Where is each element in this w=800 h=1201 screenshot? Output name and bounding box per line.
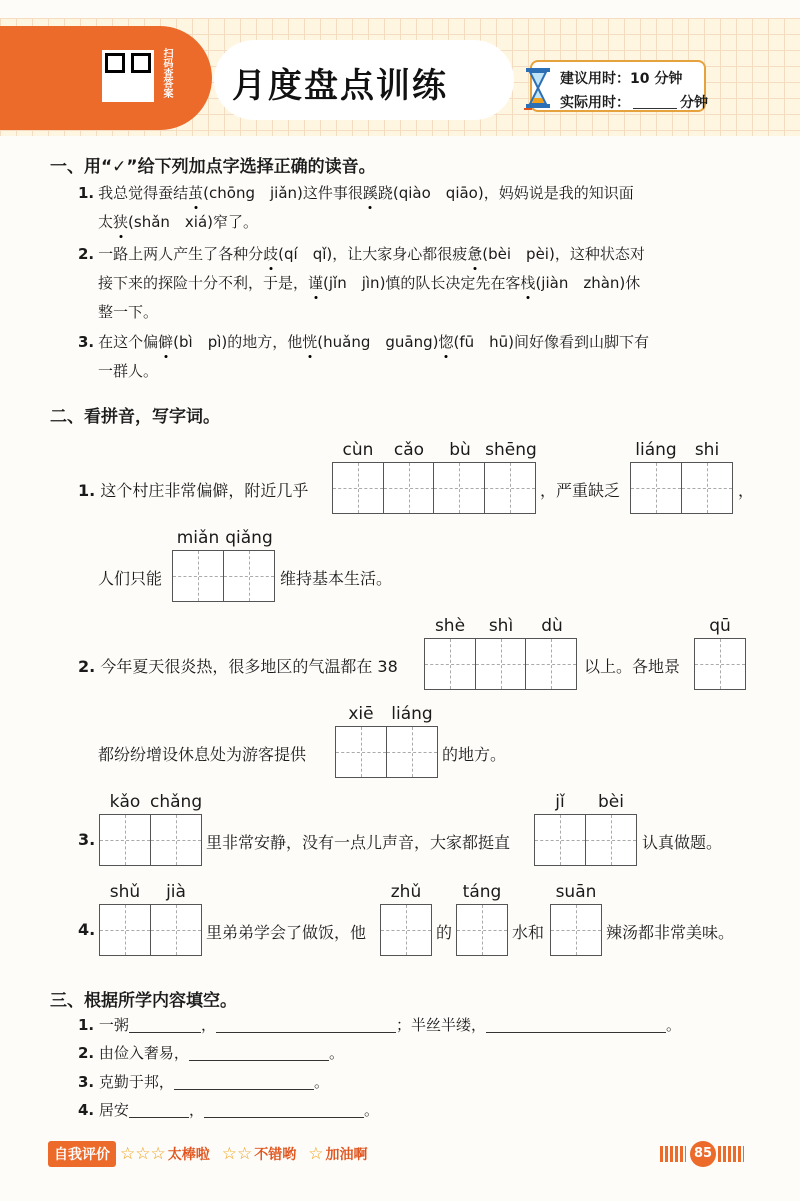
s3-item2: 2. 由俭入奢易， 。 <box>78 1044 344 1062</box>
self-eval-label: 自我评价 <box>48 1141 116 1167</box>
pinyin: shì <box>488 616 514 636</box>
writing-cell[interactable] <box>99 904 151 956</box>
star-icon[interactable]: ☆☆☆ <box>120 1144 166 1164</box>
q2-line3: 整一下。 <box>98 303 159 321</box>
writing-cell[interactable] <box>550 904 602 956</box>
answer-grid <box>99 814 202 866</box>
writing-cell[interactable] <box>380 904 432 956</box>
s2q4-de: 的 <box>436 923 453 942</box>
fill-blank[interactable] <box>174 1074 314 1090</box>
q3-line2: 一群人。 <box>98 362 159 380</box>
writing-cell[interactable] <box>456 904 508 956</box>
pinyin: jià <box>166 882 186 902</box>
praise-1: 太棒啦 <box>167 1147 210 1163</box>
s3-item1: 1. 一粥 ， ；半丝半缕， 。 <box>78 1016 681 1034</box>
pinyin: qū <box>709 616 731 636</box>
star-icon[interactable]: ☆☆ <box>221 1144 253 1164</box>
section3-title: 三、根据所学内容填空。 <box>50 991 237 1011</box>
s2q1-text: 1. 这个村庄非常偏僻，附近几乎 <box>78 481 309 500</box>
s2q2-line2: 都纷纷增设休息处为游客提供 <box>98 745 307 764</box>
s2q3-end: 认真做题。 <box>642 833 723 852</box>
pinyin: miǎn <box>176 528 220 548</box>
section2-title: 二、看拼音，写字词。 <box>50 407 220 427</box>
writing-cell[interactable] <box>150 904 202 956</box>
pinyin: shēng <box>485 440 537 460</box>
answer-grid <box>694 638 746 690</box>
fill-blank[interactable] <box>129 1017 201 1033</box>
writing-cell[interactable] <box>172 550 224 602</box>
pinyin: dù <box>541 616 563 636</box>
pinyin: xiē <box>348 704 374 724</box>
pinyin: bù <box>449 440 471 460</box>
section1-title: 一、用“✓”给下列加点字选择正确的读音。 <box>50 157 376 177</box>
pinyin: liáng <box>391 704 433 724</box>
s2q4-shuihe: 水和 <box>512 923 545 942</box>
s2q1-end: ， <box>738 481 755 500</box>
writing-cell[interactable] <box>585 814 637 866</box>
praise-2: 不错哟 <box>254 1147 297 1163</box>
fill-blank[interactable] <box>204 1102 364 1118</box>
qr-label: 扫码查答案 <box>161 48 172 98</box>
writing-cell[interactable] <box>534 814 586 866</box>
writing-cell[interactable] <box>424 638 476 690</box>
time-suggest: 建议用时：10 分钟 <box>560 71 683 87</box>
answer-grid <box>550 904 602 956</box>
writing-cell[interactable] <box>475 638 527 690</box>
s2q1-line2-end: 维持基本生活。 <box>280 569 393 588</box>
q2-line1: 2. 一路上两人产生了各种分歧(qí qǐ)，让大家身心都很疲惫(bèi pèi)，这种状态对 <box>78 242 645 266</box>
q1-line2: 太狭(shǎn xiá)窄了。 <box>98 210 258 234</box>
writing-cell[interactable] <box>150 814 202 866</box>
self-evaluation <box>48 1140 379 1168</box>
page-decoration <box>660 1146 686 1162</box>
q1-line1: 1. 我总觉得蚕结茧(chōng jiǎn)这件事很蹊跷(qiào qiāo)，妈妈说是我的知识面 <box>78 181 634 205</box>
writing-cell[interactable] <box>694 638 746 690</box>
page-number <box>660 1140 750 1168</box>
page-number-badge: 85 <box>690 1141 716 1167</box>
pinyin: kǎo <box>109 792 141 812</box>
answer-grid <box>380 904 432 956</box>
answer-grid <box>534 814 637 866</box>
time-actual-label: 实际用时： <box>560 95 630 111</box>
star-icon[interactable]: ☆ <box>308 1144 324 1164</box>
writing-cell[interactable] <box>383 462 435 514</box>
s2q1-line2: 人们只能 <box>98 569 163 588</box>
fill-blank[interactable] <box>129 1102 189 1118</box>
pinyin: bèi <box>598 792 624 812</box>
s2q1-mid: ，严重缺乏 <box>540 481 621 500</box>
pinyin: liáng <box>635 440 677 460</box>
s2q3-num: 3. <box>78 830 96 849</box>
pinyin: jǐ <box>555 792 565 812</box>
writing-cell[interactable] <box>335 726 387 778</box>
answer-grid <box>424 638 577 690</box>
s2q2-mid: 以上。各地景 <box>584 657 681 676</box>
time-actual <box>560 92 708 112</box>
pinyin: shè <box>434 616 466 636</box>
pinyin: zhǔ <box>390 882 422 902</box>
s3-item3: 3. 克勤于邦， 。 <box>78 1073 329 1091</box>
answer-grid <box>99 904 202 956</box>
s2q4-num: 4. <box>78 920 96 939</box>
qr-code-icon[interactable] <box>102 50 154 102</box>
pinyin: qiǎng <box>225 528 273 548</box>
page-decoration <box>718 1146 744 1162</box>
pinyin: shi <box>694 440 720 460</box>
s2q2-text: 2. 今年夏天很炎热，很多地区的气温都在 38 <box>78 657 398 676</box>
answer-grid <box>172 550 275 602</box>
writing-cell[interactable] <box>386 726 438 778</box>
page-title: 月度盘点训练 <box>232 66 448 106</box>
pinyin: táng <box>462 882 502 902</box>
answer-grid <box>335 726 438 778</box>
writing-cell[interactable] <box>525 638 577 690</box>
pinyin: shǔ <box>109 882 141 902</box>
s2q3-mid: 里非常安静，没有一点儿声音，大家都挺直 <box>206 833 511 852</box>
writing-cell[interactable] <box>332 462 384 514</box>
q2-line2: 接下来的探险十分不利，于是，谨(jǐn jìn)慎的队长决定先在客栈(jiàn zhàn)休 <box>98 271 640 295</box>
writing-cell[interactable] <box>223 550 275 602</box>
time-actual-unit: 分钟 <box>680 95 708 111</box>
writing-cell[interactable] <box>433 462 485 514</box>
praise-3: 加油啊 <box>325 1147 368 1163</box>
writing-cell[interactable] <box>484 462 536 514</box>
s3-item4: 4. 居安 ， 。 <box>78 1101 379 1119</box>
fill-blank[interactable] <box>486 1017 666 1033</box>
answer-grid <box>630 462 733 514</box>
pinyin: suān <box>555 882 597 902</box>
hourglass-icon <box>524 68 552 110</box>
writing-cell[interactable] <box>99 814 151 866</box>
s2q4-mid: 里弟弟学会了做饭，他 <box>206 923 367 942</box>
writing-cell[interactable] <box>630 462 682 514</box>
s2q2-line2-end: 的地方。 <box>442 745 507 764</box>
answer-grid <box>456 904 508 956</box>
pinyin: cùn <box>342 440 374 460</box>
pinyin: cǎo <box>393 440 425 460</box>
q3-line1: 3. 在这个偏僻(bì pì)的地方，他恍(huǎng guāng)惚(fū hū)间好像看到山脚下有 <box>78 330 649 354</box>
header <box>0 18 800 136</box>
answer-grid <box>332 462 536 514</box>
fill-blank[interactable] <box>216 1017 396 1033</box>
s2q4-end: 辣汤都非常美味。 <box>606 923 735 942</box>
writing-cell[interactable] <box>681 462 733 514</box>
fill-blank[interactable] <box>189 1045 329 1061</box>
time-actual-blank[interactable] <box>633 95 677 109</box>
pinyin: chǎng <box>150 792 203 812</box>
